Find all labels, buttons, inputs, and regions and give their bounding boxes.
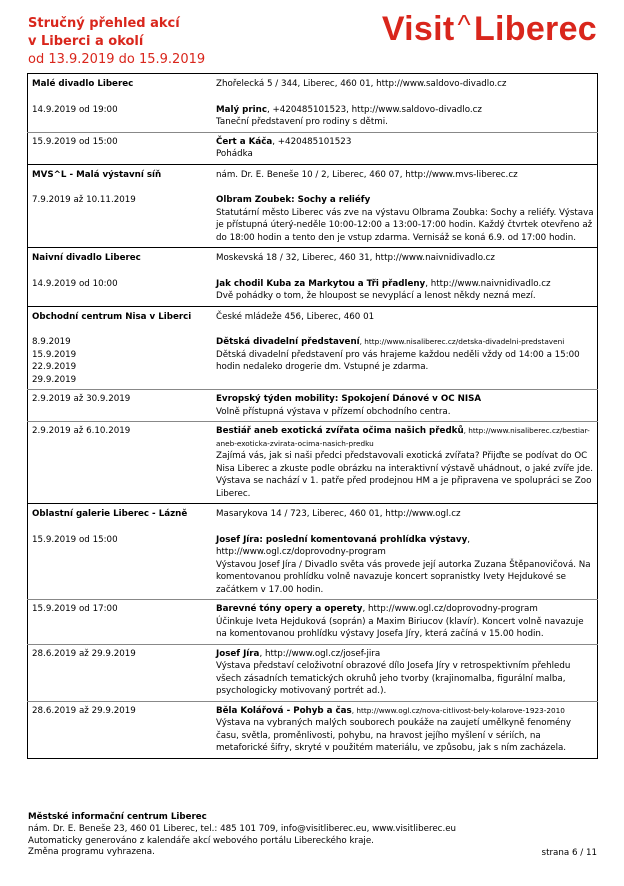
event-date	[28, 326, 213, 390]
event-description: Statutární město Liberec vás zve na výstavu Olbrama Zoubka: Sochy a reliéfy. Výstava je přístupná úterý-neděle 10:00-12:00 a 13:00-17:00 hodin. Každý čtvrtek otevřeno až do 18:00 hodin a tento den je vstup zdarma. Vernisáž se koná 6.9. od 17:00 hodin.	[216, 207, 594, 243]
event-date-text: 28.6.2019 až 29.9.2019	[32, 648, 136, 659]
event-date-text: 15.9.2019 od 15:00	[32, 136, 118, 147]
event-title: Běla Kolářová - Pohyb a čas	[216, 705, 352, 716]
event-date-text: 7.9.2019 až 10.11.2019	[32, 195, 136, 205]
venue-row	[28, 164, 598, 184]
footer-generated: Automaticky generováno z kalendáře akcí webového portálu Libereckého kraje.	[28, 835, 374, 846]
event-date-text: 15.9.2019 od 17:00	[32, 604, 118, 614]
event-row	[28, 390, 598, 422]
event-date-text: 2.9.2019 až 6.10.2019	[32, 426, 131, 436]
event-title-line	[216, 425, 594, 450]
event-title-line	[216, 278, 594, 291]
event-body	[212, 94, 598, 133]
event-body	[212, 600, 598, 645]
event-title: Malý princ	[216, 104, 267, 115]
venue-name: MVS^L - Malá výstavní síň	[28, 164, 213, 184]
document-header	[28, 15, 205, 69]
event-title: Čert a Káča	[216, 136, 273, 147]
event-description: Výstavou Josef Jíra / Divadlo světa vás provede její autorka Zuzana Štěpanovičová. Na komentovanou prohlídku volně navazuje koncert sopranistky Ivety Hejdukové se začátkem v 17.00 hodin.	[216, 559, 591, 595]
event-title-line	[216, 603, 594, 616]
event-title-line	[216, 705, 594, 718]
venue-row	[28, 248, 598, 268]
event-row	[28, 132, 598, 164]
event-date	[28, 268, 213, 307]
event-row	[28, 644, 598, 701]
venue-name: Obchodní centrum Nisa v Liberci	[28, 306, 213, 326]
event-date-text: 14.9.2019 od 10:00	[32, 278, 118, 289]
event-title-line	[216, 648, 594, 661]
event-date	[28, 644, 213, 701]
event-description: Dětská divadelní představení pro vás hrajeme každou neděli vždy od 14:00 a 15:00 hodin nedaleko drogerie dm. Vstupné je zdarma.	[216, 349, 580, 372]
event-description: Výstava představí celoživotní obrazové dílo Josefa Jíry v retrospektivním přehledu všech zásadních tematických okruhů jeho tvorby (krajinomalba, figurální malba, psychologicky motivovaný portrét ad.).	[216, 661, 571, 696]
event-body	[212, 390, 598, 422]
event-title-line	[216, 194, 594, 207]
event-body	[212, 326, 598, 390]
visit-liberec-logo: Visit ^Liberec	[381, 9, 597, 48]
venue-row	[28, 504, 598, 524]
event-description: Zajímá vás, jak si naši předci představovali exotická zvířata? Přijďte se podívat do OC Nisa Liberec a zkuste podle obrázku na interaktivní výstavě uhádnout, o jaké zvíře jde. Výstava se nachází v 1. patře před prodejnou HM a je připravena ve spolupráci se Zoo Liberec.	[216, 451, 594, 499]
event-title-line	[216, 136, 594, 149]
event-date	[28, 600, 213, 645]
event-title: Jak chodil Kuba za Markytou a Tři přadleny	[216, 278, 426, 289]
event-description: Taneční představení pro rodiny s dětmi.	[216, 117, 388, 127]
event-date	[28, 524, 213, 600]
event-title: Dětská divadelní představení	[216, 337, 360, 347]
footer-address: nám. Dr. E. Beneše 23, 460 01 Liberec, tel.: 485 101 709, info@visitliberec.eu, www.visitliberec.eu	[28, 823, 457, 834]
event-contact: , http://www.nisaliberec.cz/detska-divadelni-predstaveni	[359, 337, 565, 346]
header-date-range: od 13.9.2019 do 15.9.2019	[28, 52, 206, 67]
event-description: Volně přístupná výstava v přízemí obchodního centra.	[216, 406, 451, 417]
event-row	[28, 600, 598, 645]
event-body	[212, 184, 598, 248]
event-contact: , http://www.ogl.cz/doprovodny-program	[362, 604, 538, 614]
event-row	[28, 326, 598, 390]
event-date-text: 14.9.2019 od 19:00	[32, 104, 118, 115]
event-description: Výstava na vybraných malých souborech poukáže na zaujetí umělkyně fenomény času, světla, proměnlivosti, pohybu, na hravost jejího myšlení v sériích, na metaforické šifry, skryté v použitém materiálu, ve způsobu, jak s ním zacházela.	[216, 718, 572, 753]
event-body	[212, 644, 598, 701]
event-title: Barevné tóny opery a operety	[216, 604, 363, 614]
event-contact: , +420485101523	[272, 136, 352, 147]
venue-address: Moskevská 18 / 32, Liberec, 460 31, http://www.naivnidivadlo.cz	[212, 248, 598, 268]
event-description: Dvě pohádky o tom, že hloupost se nevyplácí a lenost někdy nezná mezí.	[216, 291, 536, 301]
header-title-line1: Stručný přehled akcí	[28, 16, 180, 31]
event-title: Josef Jíra: poslední komentovaná prohlídka výstavy	[216, 534, 468, 545]
event-date	[28, 132, 213, 164]
header-title-line2: v Liberci a okolí	[28, 34, 144, 49]
events-table	[27, 73, 598, 759]
event-title: Evropský týden mobility: Spokojení Dánové v OC NISA	[216, 394, 482, 404]
footer-org: Městské informační centrum Liberec	[28, 812, 207, 822]
event-body	[212, 268, 598, 307]
event-title-line	[216, 336, 594, 349]
event-date-text: 8.9.2019 15.9.2019 22.9.2019 29.9.2019	[32, 337, 77, 385]
event-body	[212, 701, 598, 758]
event-row	[28, 701, 598, 758]
event-row	[28, 94, 598, 133]
event-description: Účinkuje Iveta Hejduková (soprán) a Maxim Biriucov (klavír). Koncert volně navazuje na komentovanou prohlídku výstavy Josefa Jíry, která začíná v 15.00 hodin.	[216, 616, 584, 639]
event-row	[28, 422, 598, 504]
event-date	[28, 701, 213, 758]
event-date	[28, 390, 213, 422]
venue-address: Masarykova 14 / 723, Liberec, 460 01, http://www.ogl.cz	[212, 504, 598, 524]
event-date-text: 15.9.2019 od 15:00	[32, 534, 118, 545]
event-date	[28, 422, 213, 504]
venue-address: České mládeže 456, Liberec, 460 01	[212, 306, 598, 326]
event-row	[28, 268, 598, 307]
event-row	[28, 524, 598, 600]
event-contact: , http://www.naivnidivadlo.cz	[425, 278, 551, 289]
venue-row	[28, 74, 598, 94]
event-row	[28, 184, 598, 248]
event-title: Olbram Zoubek: Sochy a reliéfy	[216, 195, 371, 205]
venue-address: nám. Dr. E. Beneše 10 / 2, Liberec, 460 07, http://www.mvs-liberec.cz	[212, 164, 598, 184]
event-contact: , http://www.ogl.cz/doprovodny-program	[216, 534, 471, 557]
footer	[28, 812, 456, 859]
event-date	[28, 184, 213, 248]
venue-name: Malé divadlo Liberec	[32, 79, 134, 89]
event-title-line	[216, 534, 594, 559]
event-date-text: 2.9.2019 až 30.9.2019	[32, 394, 131, 404]
venue-name: Naivní divadlo Liberec	[28, 248, 213, 268]
event-date-text: 28.6.2019 až 29.9.2019	[32, 705, 136, 716]
event-title-line	[216, 393, 594, 406]
footer-note: Změna programu vyhrazena.	[28, 847, 155, 858]
event-date	[28, 94, 213, 133]
event-contact: , http://www.nisaliberec.cz/bestiar-aneb-exoticka-zvirata-ocima-nasich-predku	[216, 426, 590, 448]
venue-address: Zhořelecká 5 / 344, Liberec, 460 01, http://www.saldovo-divadlo.cz	[216, 79, 507, 89]
venue-row	[28, 306, 598, 326]
event-body	[212, 524, 598, 600]
page-number: strana 6 / 11	[541, 848, 597, 858]
event-title: Bestiář aneb exotická zvířata očima našich předků	[216, 426, 464, 436]
event-contact: , http://www.ogl.cz/nova-citlivost-bely-kolarove-1923-2010	[351, 705, 565, 715]
event-title-line	[216, 104, 594, 117]
event-contact: , http://www.ogl.cz/josef-jira	[259, 648, 381, 659]
event-title: Josef Jíra	[216, 648, 260, 659]
event-description: Pohádka	[216, 149, 253, 159]
event-body	[212, 132, 598, 164]
event-contact: , +420485101523, http://www.saldovo-divadlo.cz	[267, 104, 482, 115]
venue-name: Oblastní galerie Liberec - Lázně	[28, 504, 213, 524]
event-body	[212, 422, 598, 504]
